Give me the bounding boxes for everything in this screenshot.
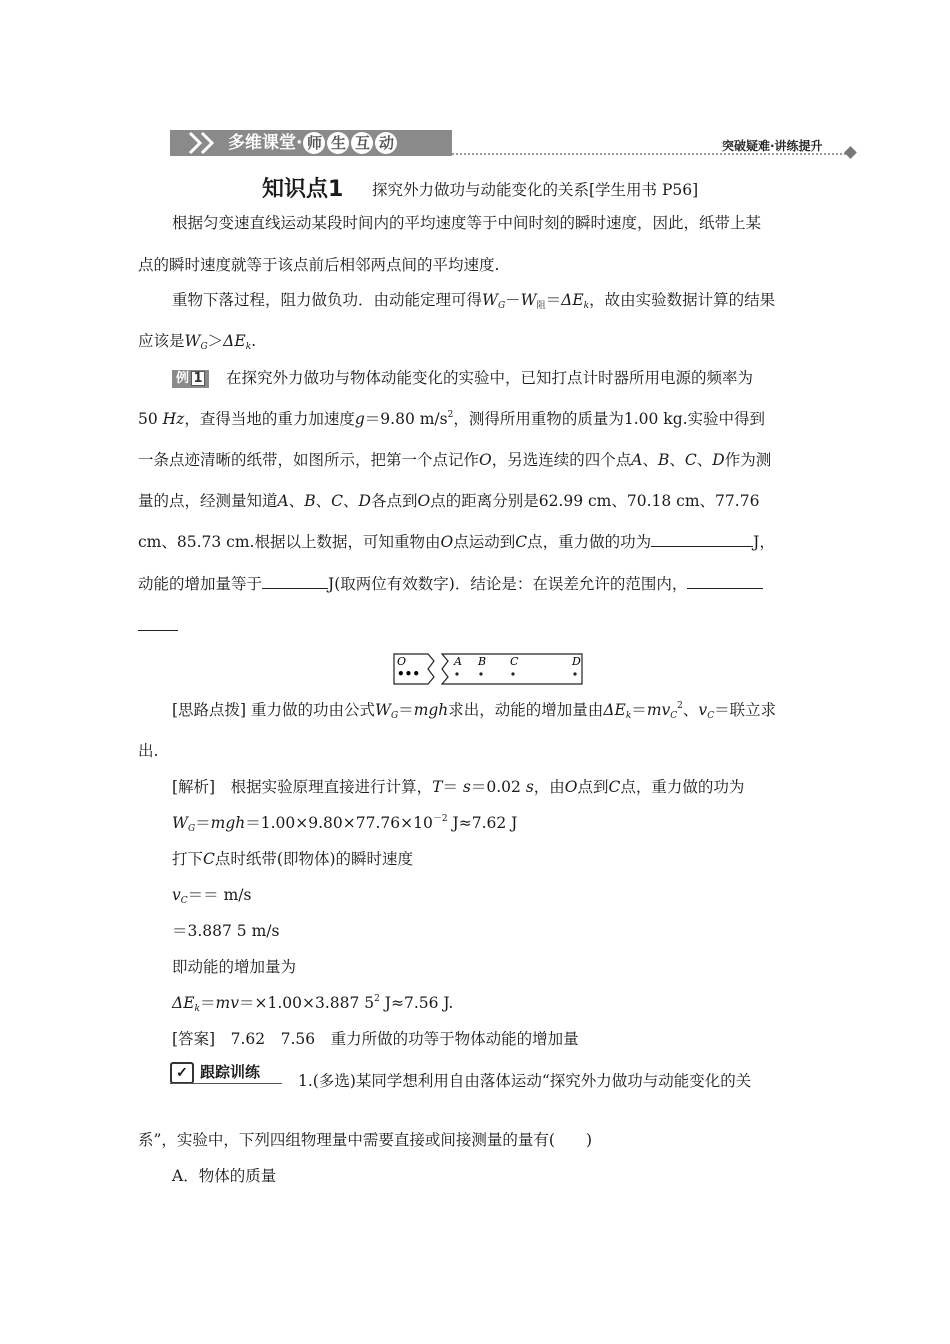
blank-energy xyxy=(262,574,328,589)
paper-tape-diagram xyxy=(390,650,590,688)
analysis-line1: [解析] 根据实验原理直接进行计算，T＝ s＝0.02 s，由O点到C点，重力做的功为 xyxy=(172,778,745,796)
blank-work xyxy=(651,532,753,547)
tape-point-d xyxy=(573,672,576,675)
analysis-line3: 打下C点时纸带(即物体)的瞬时速度 xyxy=(172,850,413,868)
blank-conclusion-cont xyxy=(138,630,178,631)
question1-line2: 系”，实验中，下列四组物理量中需要直接或间接测量的量有( ) xyxy=(138,1131,593,1149)
example-tag: 例 1 xyxy=(172,367,209,388)
analysis-line2: $W_G=mgh=1.00\times 9.80\times 77.76\times 10^{-2}$ J≈7.62 J xyxy=(172,814,518,834)
tape-point-c xyxy=(511,672,514,675)
analysis-line6: 即动能的增加量为 xyxy=(172,958,297,976)
double-chevron-icon xyxy=(186,130,226,156)
tape-dots: ••• xyxy=(397,667,421,681)
analysis-line5: ＝3.887 5 m/s xyxy=(172,922,280,940)
example-line2: 50 Hz，查得当地的重力加速度g＝9.80 $m/s^2$，测得所用重物的质量为1.00 kg.实验中得到 xyxy=(138,410,766,428)
tape-label-d: D xyxy=(572,655,581,668)
tape-label-o: O xyxy=(397,655,407,668)
para1-line1: 根据匀变速直线运动某段时间内的平均速度等于中间时刻的瞬时速度，因此，纸带上某 xyxy=(172,214,762,232)
para2-line2: 应该是$W_G>\Delta E_k$. xyxy=(138,332,257,352)
tape-point-b xyxy=(479,672,482,675)
diamond-icon xyxy=(844,146,857,159)
knowledge-point-subtitle: 探究外力做功与动能变化的关系[学生用书 P56] xyxy=(372,181,699,199)
tape-label-a: A xyxy=(454,655,462,668)
tracking-label: 跟踪训练 xyxy=(200,1063,261,1081)
check-icon: ✓ xyxy=(170,1062,194,1084)
tape-label-c: C xyxy=(510,655,519,668)
example-line3: 一条点迹清晰的纸带，如图所示，把第一个点记作O，另选连续的四个点A、B、C、D作为测 xyxy=(138,451,772,469)
example-line1: 在探究外力做功与物体动能变化的实验中，已知打点计时器所用电源的频率为 xyxy=(226,369,754,387)
tracking-underline xyxy=(170,1083,282,1084)
example-line6: 动能的增加量等于 J(取两位有效数字)．结论是：在误差允许的范围内， xyxy=(138,573,763,595)
blank-conclusion xyxy=(687,574,763,589)
analysis-line7: $\Delta E_k=mv=\times 1.00\times 3.887$ $5^2$ J≈7.56 J. xyxy=(172,994,454,1014)
question1-line1: 1.(多选)某同学想利用自由落体运动“探究外力做功与动能变化的关 xyxy=(298,1072,752,1090)
example-line4: 量的点，经测量知道A、B、C、D各点到O点的距离分别是62.99 cm、70.18 cm、77.76 xyxy=(138,492,760,510)
knowledge-point-title: 知识点1 xyxy=(262,177,344,202)
hint-line2: 出. xyxy=(138,742,159,760)
banner-title: 多维课堂· 师 生 互 动 xyxy=(228,131,398,155)
para1-line2: 点的瞬时速度就等于该点前后相邻两点间的平均速度. xyxy=(138,256,500,274)
para2-line1: 重物下落过程，阻力做负功．由动能定理可得$W_G-W_阻=\Delta E_k$，故由实验数据计算的结果 xyxy=(172,291,776,311)
hint-line1: [思路点拨] 重力做的功由公式$W_G=mgh$求出，动能的增加量由$\Delta E_k=mv_C^2$、$v_C=$联立求 xyxy=(172,701,777,721)
example-line5: cm、85.73 cm.根据以上数据，可知重物由O点运动到C点，重力做的功为 J， xyxy=(138,533,775,551)
header-right-label: 突破疑难·讲练提升 xyxy=(722,139,823,153)
answer-line: [答案] 7.62 7.56 重力所做的功等于物体动能的增加量 xyxy=(172,1030,579,1048)
option-a: A．物体的质量 xyxy=(172,1167,277,1185)
tape-point-a xyxy=(455,672,458,675)
tape-label-b: B xyxy=(478,655,487,668)
analysis-line4: $v_C== m/s$ xyxy=(172,886,252,906)
